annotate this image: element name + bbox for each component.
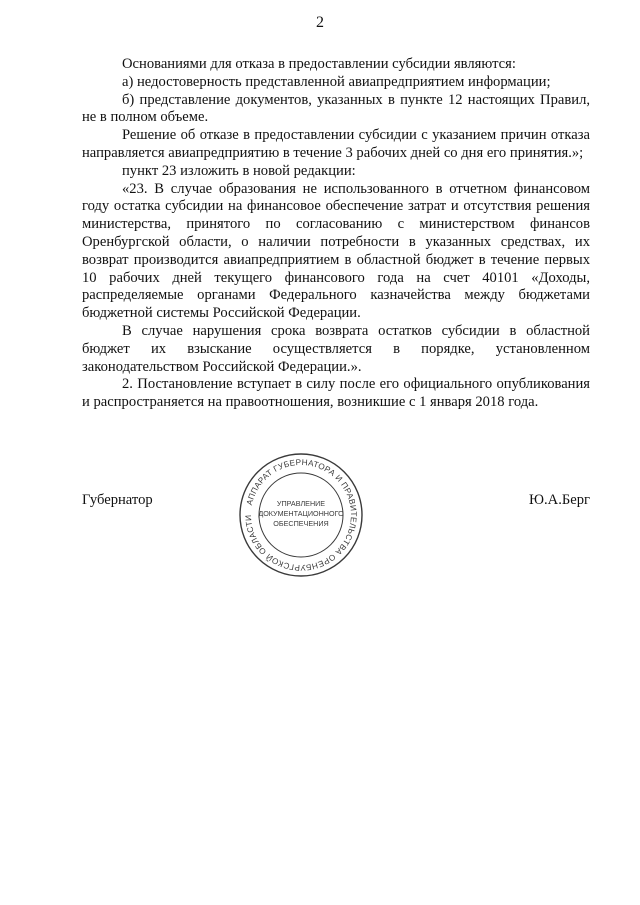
official-stamp: [236, 450, 366, 580]
stamp-center-line-2: ДОКУМЕНТАЦИОННОГО: [258, 509, 344, 518]
stamp-center-line-3: ОБЕСПЕЧЕНИЯ: [273, 519, 329, 528]
stamp-seal-icon: [236, 450, 366, 580]
paragraph-grounds-intro: Основаниями для отказа в предоставлении субсидии являются:: [122, 56, 516, 72]
page-number: 2: [316, 14, 324, 31]
paragraph-ground-a: а) недостоверность представленной авиапредприятием информации;: [122, 73, 551, 90]
paragraph-violation: В случае нарушения срока возврата остатков субсидии в областной бюджет их взыскание осуществляется в порядке, установленном законодательством Российской Федерации.».: [82, 322, 590, 375]
document-body: [82, 56, 590, 412]
paragraph-ground-b: б) представление документов, указанных в пункте 12 настоящих Правил, не в полном объеме.: [82, 91, 590, 126]
signer-name: Ю.А.Берг: [529, 492, 590, 508]
stamp-center-line-1: УПРАВЛЕНИЕ: [276, 499, 326, 508]
paragraph-item-23: «23. В случае образования не использованного в отчетном финансовом году остатка субсидии на финансовое обеспечение затрат и отсутствия решения министерства, принятого по согласованию с министерством финансов Оренбургской области, о наличии потребности в указанных средствах, их возврат производится авиапредприятием в областной бюджет в течение первых 10 рабочих дней текущего финансового года на счет 40101 «Доходы, распределяемые органами Федерального казначейства между бюджетами бюджетной системы Российской Федерации.: [82, 180, 590, 322]
signer-title: Губернатор: [82, 492, 153, 508]
paragraph-refusal-decision: Решение об отказе в предоставлении субсидии с указанием причин отказа направляется авиапредприятию в течение 3 рабочих дней со дня его принятия.»;: [82, 127, 590, 161]
stamp-ring-text: АППАРАТ ГУБЕРНАТОРА И ПРАВИТЕЛЬСТВА ОРЕНБУРГСКОЙ ОБЛАСТИ: [243, 457, 359, 573]
paragraph-entry-into-force: 2. Постановление вступает в силу после его официального опубликования и распространяется на правоотношения, возникшие с 1 января 2018 года.: [82, 376, 590, 411]
paragraph-item-23-intro: пункт 23 изложить в новой редакции:: [122, 162, 356, 179]
